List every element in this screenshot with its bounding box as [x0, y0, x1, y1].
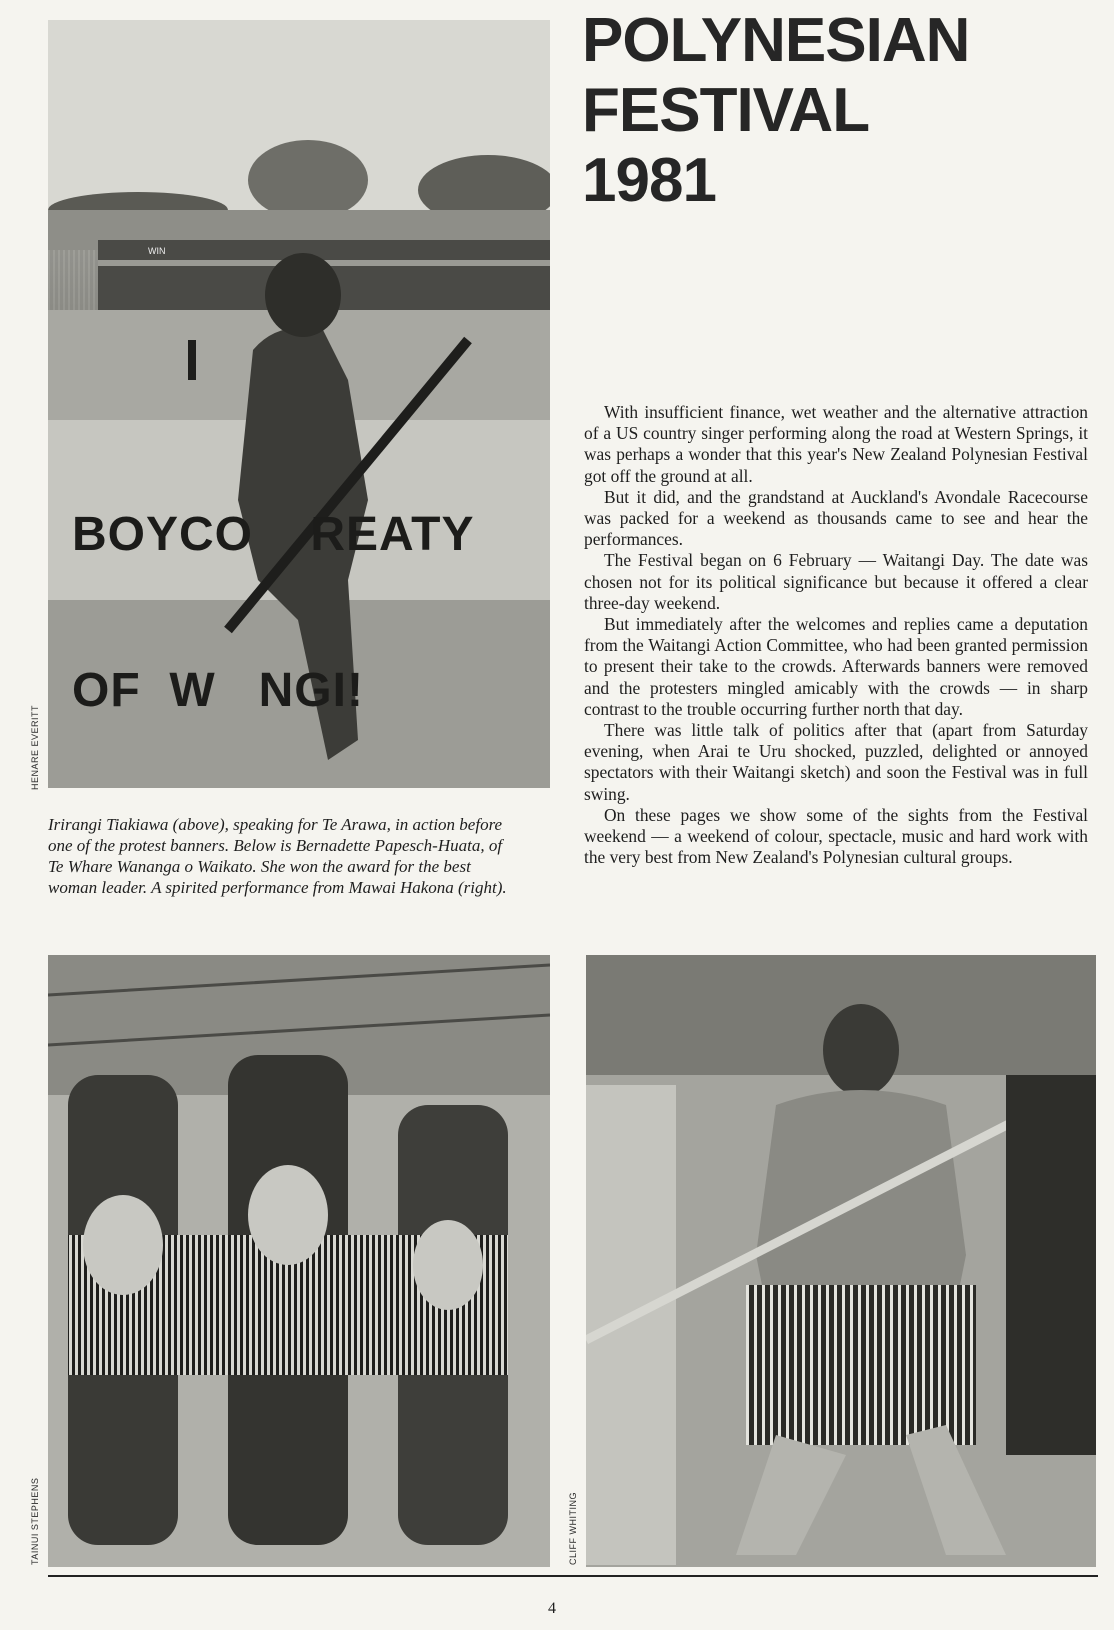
- photo-credit-bottom-right: CLIFF WHITING: [568, 1492, 578, 1565]
- protest-banner-line-1: BOYCO REATY: [72, 508, 475, 561]
- protest-banner-line-2: OF W NGI!: [72, 664, 364, 717]
- photo-credit-bottom-left: TAINUI STEPHENS: [30, 1477, 40, 1565]
- article-paragraph: There was little talk of politics after that (apart from Saturday evening, when Arai te Uru shocked, puzzled, delighted or annoyed spectators with their Waitangi sketch) and soon the Festival was in full swing.: [584, 720, 1088, 804]
- photo-women-performers-image: [48, 955, 550, 1567]
- photo-sign-text: WIN: [148, 246, 166, 256]
- page-number: 4: [548, 1600, 556, 1617]
- photo-caption: Irirangi Tiakiawa (above), speaking for Te Arawa, in action before one of the protest banners. Below is Bernadette Papesch-Huata, of Te Whare Wananga o Waikato. She won the award for the best woman leader. A spirited performance from Mawai Hakona (right).: [48, 815, 507, 897]
- headline-line-1: POLYNESIAN: [582, 6, 970, 75]
- article-paragraph: But immediately after the welcomes and replies came a deputation from the Waitangi Action Committee, who had been granted permission to present their take to the crowds. Afterwards banners were removed and the protesters mingled amicably with the crowds — in sharp contrast to the trouble occurring further north that day.: [584, 614, 1088, 719]
- headline: [582, 6, 969, 216]
- photo-women-performers: [48, 955, 550, 1567]
- article-body: [584, 402, 1088, 868]
- headline-line-2: FESTIVAL: [582, 76, 870, 145]
- photo-credit-top: HENARE EVERITT: [30, 704, 40, 790]
- photo-male-performer: [586, 955, 1096, 1567]
- article-paragraph: On these pages we show some of the sights from the Festival weekend — a weekend of colour, spectacle, music and hard work with the very best from New Zealand's Polynesian cultural groups.: [584, 804, 1088, 868]
- article-paragraph: But it did, and the grandstand at Auckland's Avondale Racecourse was packed for a weekend as thousands came to see and hear the performances.: [584, 486, 1088, 550]
- photo-male-performer-image: [586, 955, 1096, 1567]
- photo-protest-banner: [48, 20, 550, 788]
- article-paragraph: The Festival began on 6 February — Waitangi Day. The date was chosen not for its political significance but because it offered a clear three-day weekend.: [584, 550, 1088, 613]
- protest-banner-text: [72, 405, 542, 788]
- footer-rule: [48, 1575, 1098, 1577]
- article-paragraph: With insufficient finance, wet weather and the alternative attraction of a US country singer performing along the road at Western Springs, it was perhaps a wonder that this year's New Zealand Polynesian Festival got off the ground at all.: [584, 402, 1088, 486]
- headline-line-3: 1981: [582, 146, 716, 215]
